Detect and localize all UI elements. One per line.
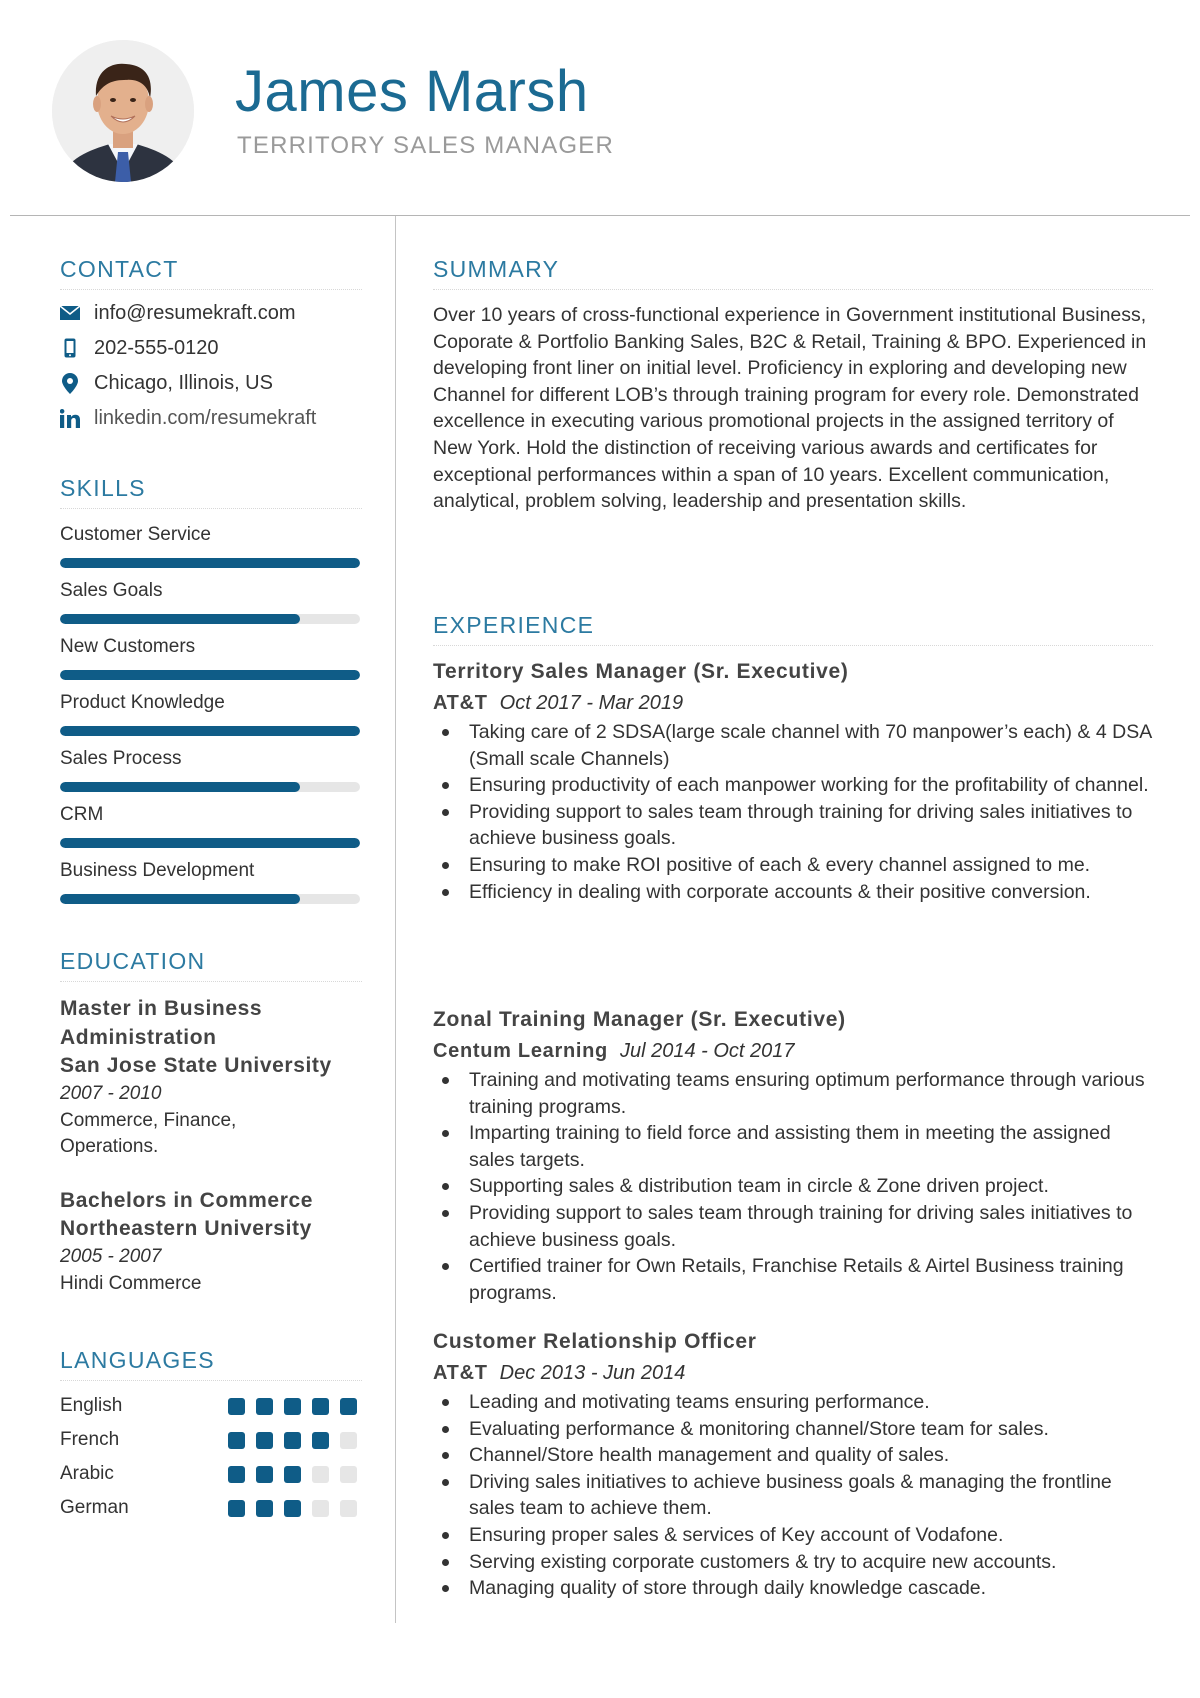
level-square-filled	[228, 1398, 245, 1415]
level-square-filled	[340, 1398, 357, 1415]
column-divider	[395, 216, 396, 1623]
level-square-filled	[284, 1398, 301, 1415]
skill-bar-fill	[60, 726, 360, 736]
skill-label: Sales Process	[60, 748, 182, 769]
job-title: Territory Sales Manager (Sr. Executive)	[433, 660, 849, 683]
header-divider	[10, 215, 1190, 216]
list-item: Channel/Store health management and quality of sales.	[433, 1442, 1153, 1469]
phone-text: 202-555-0120	[94, 336, 219, 359]
level-square-empty	[312, 1466, 329, 1483]
section-divider	[60, 981, 362, 982]
section-divider	[433, 645, 1153, 646]
level-square-filled	[256, 1466, 273, 1483]
level-square-filled	[284, 1466, 301, 1483]
section-divider	[60, 508, 362, 509]
language-item	[60, 1497, 360, 1523]
envelope-icon	[60, 302, 80, 324]
job-dates: Jul 2014 - Oct 2017	[619, 1040, 795, 1062]
company-name: AT&T	[433, 692, 488, 714]
skill-bar	[60, 726, 360, 736]
summary-heading: SUMMARY	[433, 256, 560, 282]
skill-bar	[60, 614, 360, 624]
language-label: English	[60, 1395, 123, 1416]
company-name: AT&T	[433, 1362, 488, 1384]
list-item: Providing support to sales team through training for driving sales initiatives to achieve business goals.	[433, 799, 1153, 852]
email-text: info@resumekraft.com	[94, 301, 296, 324]
contact-linkedin[interactable]	[60, 405, 316, 431]
language-label: Arabic	[60, 1463, 114, 1484]
phone-icon	[60, 337, 80, 359]
language-item	[60, 1429, 360, 1455]
education-entry	[60, 994, 370, 1160]
skill-item	[60, 692, 360, 736]
job-dates: Oct 2017 - Mar 2019	[499, 692, 684, 714]
skill-item	[60, 804, 360, 848]
job-dates: Dec 2013 - Jun 2014	[499, 1362, 686, 1384]
school-name: Northeastern University	[60, 1217, 312, 1240]
list-item: Driving sales initiatives to achieve business goals & managing the frontline sales team to achieve them.	[433, 1469, 1153, 1522]
level-square-filled	[284, 1500, 301, 1517]
skill-bar	[60, 838, 360, 848]
language-item	[60, 1463, 360, 1489]
profile-photo	[52, 40, 194, 182]
skill-item	[60, 524, 360, 568]
skill-bar-fill	[60, 838, 360, 848]
level-square-filled	[256, 1398, 273, 1415]
degree-name: Master in Business Administration	[60, 997, 263, 1049]
skill-bar	[60, 894, 360, 904]
company-name: Centum Learning	[433, 1040, 608, 1062]
language-label: French	[60, 1429, 120, 1450]
location-text: Chicago, Illinois, US	[94, 371, 273, 394]
job-bullets	[433, 719, 1153, 905]
list-item: Taking care of 2 SDSA(large scale channel with 70 manpower’s each) & 4 DSA (Small scale Channels)	[433, 719, 1153, 772]
education-entry	[60, 1186, 370, 1297]
level-square-filled	[228, 1432, 245, 1449]
skill-bar	[60, 670, 360, 680]
level-square-filled	[228, 1466, 245, 1483]
level-square-filled	[256, 1500, 273, 1517]
list-item: Evaluating performance & monitoring channel/Store team for sales.	[433, 1416, 1153, 1443]
skill-label: Customer Service	[60, 524, 211, 545]
skill-bar-fill	[60, 782, 300, 792]
linkedin-icon	[60, 407, 80, 429]
job-title: Zonal Training Manager (Sr. Executive)	[433, 1008, 846, 1031]
education-field: Commerce, Finance, Operations.	[60, 1110, 237, 1157]
education-years: 2005 - 2007	[60, 1246, 162, 1267]
languages-heading: LANGUAGES	[60, 1347, 215, 1373]
job-title: Customer Relationship Officer	[433, 1330, 757, 1353]
list-item: Supporting sales & distribution team in circle & Zone driven project.	[433, 1173, 1153, 1200]
job-company-line	[433, 1362, 685, 1385]
list-item: Serving existing corporate customers & try to acquire new accounts.	[433, 1549, 1153, 1576]
skill-bar-fill	[60, 670, 360, 680]
summary-text: Over 10 years of cross-functional experience in Government institutional Business, Coporate & Portfolio Banking Sales, B2C & Retail, Training & BPO. Experienced in developing front liner on initial level. Proficiency in exploring and developing new Channel for different LOB’s through training program for every role. Demonstrated excellence in executing various promotional projects in the assigned territory of New York. Hold the distinction of receiving various awards and certificates for exceptional performances within a span of 10 years. Excellent communication, analytical, problem solving, leadership and presentation skills.	[433, 304, 1147, 513]
contact-email[interactable]	[60, 300, 295, 326]
education-heading: EDUCATION	[60, 948, 206, 974]
contact-phone[interactable]	[60, 335, 219, 361]
list-item: Ensuring productivity of each manpower working for the profitability of channel.	[433, 772, 1153, 799]
language-item	[60, 1395, 360, 1421]
skill-bar	[60, 782, 360, 792]
level-square-empty	[312, 1500, 329, 1517]
skill-label: Sales Goals	[60, 580, 163, 601]
skill-item	[60, 636, 360, 680]
location-pin-icon	[60, 372, 80, 394]
job-title-heading: TERRITORY SALES MANAGER	[237, 132, 615, 159]
skill-item	[60, 748, 360, 792]
level-square-filled	[312, 1398, 329, 1415]
language-label: German	[60, 1497, 129, 1518]
linkedin-text: linkedin.com/resumekraft	[94, 406, 317, 429]
list-item: Leading and motivating teams ensuring performance.	[433, 1389, 1153, 1416]
level-square-empty	[340, 1466, 357, 1483]
job-company-line	[433, 1040, 795, 1063]
degree-name: Bachelors in Commerce	[60, 1189, 314, 1212]
skill-label: New Customers	[60, 636, 196, 657]
list-item: Providing support to sales team through training for driving sales initiatives to achieve business goals.	[433, 1200, 1153, 1253]
skill-label: Product Knowledge	[60, 692, 225, 713]
contact-location	[60, 370, 273, 396]
level-square-filled	[312, 1432, 329, 1449]
level-square-empty	[340, 1432, 357, 1449]
skill-bar-fill	[60, 894, 300, 904]
school-name: San Jose State University	[60, 1054, 332, 1077]
person-name: James Marsh	[235, 59, 589, 124]
level-square-filled	[284, 1432, 301, 1449]
level-square-filled	[228, 1500, 245, 1517]
job-company-line	[433, 692, 683, 715]
skill-bar-fill	[60, 558, 360, 568]
skill-label: CRM	[60, 804, 104, 825]
section-divider	[433, 289, 1153, 290]
skill-bar-fill	[60, 614, 300, 624]
skills-heading: SKILLS	[60, 475, 146, 501]
skill-bar	[60, 558, 360, 568]
education-field: Hindi Commerce	[60, 1273, 202, 1294]
job-bullets	[433, 1389, 1153, 1602]
resume-header	[0, 0, 1200, 216]
experience-heading: EXPERIENCE	[433, 612, 595, 638]
list-item: Ensuring to make ROI positive of each & every channel assigned to me.	[433, 852, 1153, 879]
contact-heading: CONTACT	[60, 256, 179, 282]
job-bullets	[433, 1067, 1153, 1306]
section-divider	[60, 1380, 362, 1381]
list-item: Training and motivating teams ensuring optimum performance through various training programs.	[433, 1067, 1153, 1120]
list-item: Efficiency in dealing with corporate accounts & their positive conversion.	[433, 879, 1153, 906]
level-square-empty	[340, 1500, 357, 1517]
skill-item	[60, 580, 360, 624]
list-item: Ensuring proper sales & services of Key account of Vodafone.	[433, 1522, 1153, 1549]
education-years: 2007 - 2010	[60, 1083, 162, 1104]
skill-label: Business Development	[60, 860, 255, 881]
list-item: Imparting training to field force and assisting them in meeting the assigned sales targets.	[433, 1120, 1153, 1173]
skill-item	[60, 860, 360, 904]
list-item: Managing quality of store through daily knowledge cascade.	[433, 1575, 1153, 1602]
level-square-filled	[256, 1432, 273, 1449]
avatar-portrait-icon	[52, 40, 194, 182]
section-divider	[60, 289, 362, 290]
list-item: Certified trainer for Own Retails, Franchise Retails & Airtel Business training programs.	[433, 1253, 1153, 1306]
